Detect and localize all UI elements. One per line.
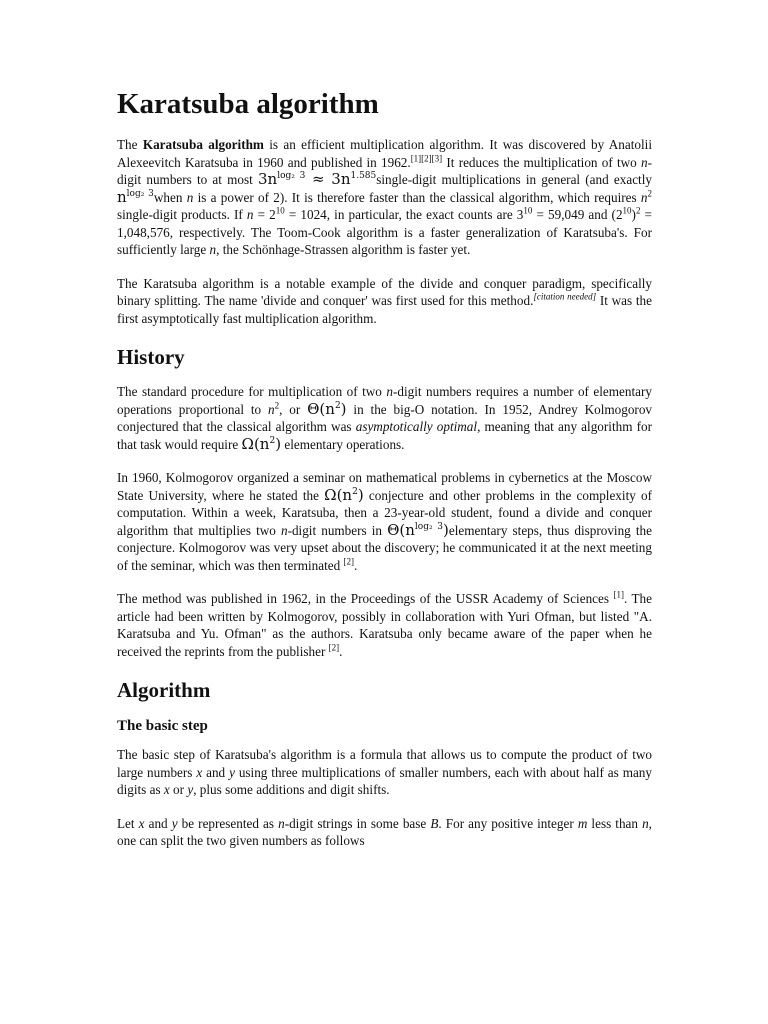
formula-text: )	[340, 399, 347, 418]
formula-sup: log₂ 3	[126, 188, 154, 199]
text: In 1960, Kolmogorov organized a seminar on mathematical problems in cybernetics at the Moscow State University, where he stated the	[117, 470, 652, 503]
text: and	[144, 815, 172, 831]
formula-text: ≈ 3n	[305, 170, 351, 188]
formula-theta-n2	[307, 400, 346, 418]
formula-sup: 2	[269, 435, 276, 446]
formula-text: Θ(n	[387, 520, 415, 539]
formula-n-log	[117, 188, 154, 206]
variable: B	[430, 815, 439, 831]
text: The standard procedure for multiplication of two	[117, 384, 387, 399]
superscript: 10	[275, 205, 285, 216]
algorithm-paragraph-1	[117, 746, 652, 799]
superscript: 10	[622, 205, 632, 216]
text: = 1024, in particular, the exact counts are 3	[284, 207, 524, 222]
text: , or	[279, 401, 308, 417]
text: = 59,049 and (2	[532, 207, 623, 222]
variable: m	[577, 815, 588, 831]
citation-link[interactable]: [1][2][3]	[410, 153, 443, 164]
formula-text: )	[357, 485, 364, 504]
intro-paragraph-1	[117, 136, 652, 259]
text: The basic step of Karatsuba's algorithm is a formula that allows us to compute the product of two large numbers	[117, 747, 652, 780]
text: when	[153, 189, 187, 205]
text: conjecture and other problems in the complexity of computation. Within a week, Karatsuba, then a 23-year-old student, found a divide and conquer algorithm that multiplies two	[117, 487, 652, 538]
variable: n	[209, 242, 217, 257]
text: , one can split the two given numbers as follows	[117, 815, 652, 848]
variable: y	[171, 815, 178, 831]
text: = 1,048,576, respectively. The Toom-Cook algorithm is a faster generalization of Karatsuba's. For sufficiently large	[117, 207, 652, 257]
text: It was the first asymptotically fast multiplication algorithm.	[117, 293, 652, 326]
citation-link[interactable]: [1]	[613, 589, 624, 600]
text: -digit strings in some base	[284, 815, 431, 831]
text: less than	[587, 815, 643, 831]
formula-sup: 2	[334, 400, 341, 411]
formula-text: Ω(n	[241, 434, 270, 453]
text: using three multiplications of smaller numbers, each with about half as many digits as	[117, 764, 652, 797]
citation-needed-link[interactable]: [citation needed]	[533, 291, 597, 302]
history-paragraph-2	[117, 469, 652, 574]
variable: n	[642, 815, 649, 831]
formula-text: )	[442, 520, 449, 539]
text: )	[631, 207, 636, 222]
variable: n	[186, 189, 194, 205]
formula-text: Θ(n	[307, 399, 335, 418]
variable: n	[268, 401, 275, 417]
section-heading-history: History	[117, 345, 185, 369]
superscript: 2	[635, 205, 641, 216]
page-title: Karatsuba algorithm	[117, 88, 379, 120]
variable: y	[229, 764, 235, 780]
text: .	[339, 643, 343, 659]
text: elementary operations.	[281, 436, 405, 452]
text: elementary steps, thus disproving the conjecture. Kolmogorov was very upset about the discovery; he communicated it at the next meeting of the seminar, which was then terminated	[117, 522, 652, 573]
text: is a power of 2). It is therefore faster than the classical algorithm, which requires	[193, 189, 641, 205]
bold-term: Karatsuba algorithm	[142, 137, 264, 152]
text: is an efficient multiplication algorithm. It was discovered by Anatolii Alexeevitch Karatsuba in 1960 and published in 1962.	[117, 137, 652, 170]
text: . For any positive integer	[438, 815, 578, 831]
history-paragraph-1	[117, 383, 652, 453]
variable: n	[640, 189, 648, 205]
variable: n	[386, 384, 393, 399]
emphasis: asymptotically optimal,	[355, 419, 481, 434]
formula-theta-nlog	[387, 521, 449, 539]
variable: x	[163, 782, 170, 797]
formula-omega-n2	[324, 486, 364, 504]
formula-sup: 2	[352, 486, 358, 497]
text: = 2	[253, 207, 276, 222]
text: , plus some additions and digit shifts.	[193, 782, 390, 797]
text: single-digit multiplications in general (and exactly	[376, 172, 652, 187]
variable: n	[278, 815, 285, 831]
formula-text: Ω(n	[324, 485, 353, 504]
citation-link[interactable]: [2]	[343, 556, 355, 567]
text: and	[202, 764, 230, 780]
variable: y	[187, 782, 194, 797]
text: The	[117, 137, 143, 152]
text: It reduces the multiplication of two	[442, 154, 641, 170]
formula-text: 3n	[258, 170, 278, 188]
variable: n	[246, 207, 254, 222]
text: or	[169, 782, 188, 797]
text: Let	[117, 815, 139, 831]
text: meaning that any algorithm for that task would require	[117, 419, 652, 452]
formula-text: )	[275, 434, 282, 453]
variable: x	[138, 815, 145, 831]
text: -digit numbers in	[287, 522, 388, 538]
text: -digit numbers to at most	[117, 154, 652, 187]
text: single-digit products. If	[117, 207, 247, 222]
text: in the big-O notation. In 1952, Andrey Kolmogorov conjectured that the classical algorithm was	[117, 401, 653, 434]
variable: x	[196, 764, 203, 780]
intro-paragraph-2	[117, 275, 652, 328]
section-heading-algorithm: Algorithm	[117, 678, 211, 702]
formula-text: n	[117, 187, 127, 206]
algorithm-paragraph-2	[117, 815, 652, 850]
formula-sup: log₂ 3	[414, 521, 443, 532]
formula-sup: log₂ 3	[277, 171, 306, 181]
text: The Karatsuba algorithm is a notable example of the divide and conquer paradigm, specifically binary splitting. The name 'divide and conquer' was first used for this method.	[117, 275, 652, 308]
formula-sup: 1.585	[350, 171, 377, 181]
text: , the Schönhage-Strassen algorithm is faster yet.	[216, 242, 471, 257]
text: .	[354, 557, 358, 573]
superscript: 2	[274, 400, 280, 411]
text: -digit numbers requires a number of elementary operations proportional to	[117, 384, 652, 417]
text: be represented as	[177, 815, 279, 831]
citation-link[interactable]: [2]	[328, 642, 340, 653]
superscript: 10	[523, 205, 533, 216]
formula-3n-log	[258, 170, 376, 188]
history-paragraph-3	[117, 590, 652, 660]
text: . The article had been written by Kolmogorov, possibly in collaboration with Yuri Ofman, but listed "A. Karatsuba and Yu. Ofman" as the authors. Karatsuba only became aware of the paper when he received the reprints from the publisher	[117, 591, 652, 659]
formula-omega-n2	[242, 435, 282, 453]
subsection-heading-basic-step: The basic step	[117, 718, 208, 734]
text: The method was published in 1962, in the Proceedings of the USSR Academy of Sciences	[117, 591, 614, 606]
variable: n	[280, 522, 288, 538]
variable: n	[641, 154, 648, 170]
superscript: 2	[647, 188, 652, 199]
